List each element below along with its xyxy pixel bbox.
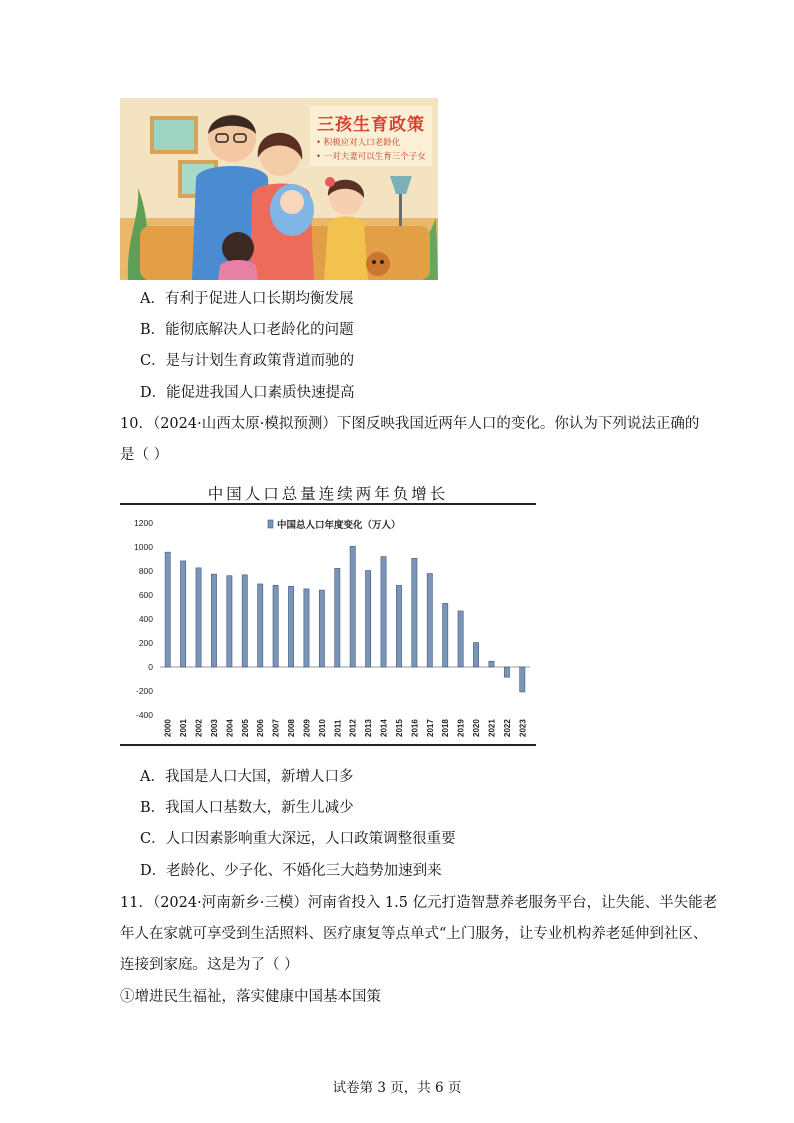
q11-item-1: ①增进民生福祉，落实健康中国基本国策 [120, 989, 381, 1005]
q9-option-d: D．能促进我国人口素质快速提高 [140, 385, 355, 401]
chart-bottom-rule [120, 744, 536, 746]
q10-option-a: A．我国是人口大国，新增人口多 [140, 769, 354, 785]
q10-option-b: B．我国人口基数大，新生儿减少 [140, 800, 354, 816]
x-tick-label: 2015 [394, 719, 404, 737]
bar [304, 589, 309, 667]
x-tick-label: 2021 [487, 719, 497, 737]
x-tick-label: 2018 [441, 719, 451, 737]
bar [288, 586, 293, 667]
x-tick-label: 2012 [348, 719, 358, 737]
poster-caption-box [310, 106, 432, 166]
x-tick-label: 2011 [333, 719, 343, 737]
q11-stem-line3: 连接到家庭。这是为了（ ） [120, 957, 299, 973]
x-tick-label: 2020 [472, 719, 482, 737]
q10-option-c: C．人口因素影响重大深远，人口政策调整很重要 [140, 831, 456, 847]
x-tick-label: 2009 [302, 719, 312, 737]
x-tick-label: 2005 [240, 719, 250, 737]
x-tick-label: 2013 [364, 719, 374, 737]
bar [366, 571, 371, 667]
y-tick-label: 0 [148, 662, 153, 672]
y-tick-label: -200 [135, 686, 153, 696]
x-tick-label: 2010 [317, 719, 327, 737]
page-footer: 试卷第 3 页，共 6 页 [332, 1080, 462, 1096]
y-tick-label: 800 [138, 566, 153, 576]
x-tick-label: 2000 [163, 719, 173, 737]
bar [412, 558, 417, 667]
x-tick-label: 2007 [271, 719, 281, 737]
bar [458, 611, 463, 667]
x-tick-label: 2022 [502, 719, 512, 737]
bar [227, 576, 232, 667]
bar [396, 585, 401, 667]
y-tick-label: 1200 [134, 518, 153, 528]
x-tick-label: 2004 [225, 719, 235, 737]
y-tick-label: 400 [138, 614, 153, 624]
q9-option-a: A．有利于促进人口长期均衡发展 [140, 291, 354, 307]
bar [473, 643, 478, 667]
bar [520, 667, 525, 692]
bar [381, 557, 386, 667]
x-tick-label: 2023 [518, 719, 528, 737]
q10-stem-line2: 是（ ） [120, 447, 169, 463]
x-tick-label: 2017 [425, 719, 435, 737]
x-tick-label: 2016 [410, 719, 420, 737]
bar [165, 552, 170, 667]
x-tick-label: 2014 [379, 719, 389, 737]
bar [196, 568, 201, 667]
legend-swatch [268, 520, 273, 528]
bar [350, 546, 355, 667]
q10-stem-line1: 10．（2024·山西太原·模拟预测）下图反映我国近两年人口的变化。你认为下列说法正确的 [120, 416, 700, 432]
poster-bullet-2: • 一对夫妻可以生育三个子女 [316, 152, 426, 162]
y-tick-label: 1000 [134, 542, 153, 552]
bar [319, 590, 324, 667]
y-tick-label: 200 [138, 638, 153, 648]
chart-heading: 中国人口总量连续两年负增长 [207, 485, 449, 503]
q11-stem-line2: 年人在家就可享受到生活照料、医疗康复等点单式“上门服务，让专业机构养老延伸到社区、 [120, 926, 708, 942]
poster-title: 三孩生育政策 [317, 115, 425, 135]
bar [258, 584, 263, 667]
x-tick-label: 2003 [209, 719, 219, 737]
bar [335, 568, 340, 667]
x-tick-label: 2019 [456, 719, 466, 737]
poster-bullet-1: • 积极应对人口老龄化 [316, 138, 401, 148]
bar [181, 561, 186, 667]
bar [427, 574, 432, 667]
bar [489, 661, 494, 667]
x-tick-label: 2002 [194, 719, 204, 737]
bar [443, 603, 448, 667]
bar [504, 667, 509, 677]
y-tick-label: -400 [135, 710, 153, 720]
y-tick-label: 600 [138, 590, 153, 600]
q11-stem-line1: 11．（2024·河南新乡·三模）河南省投入 1.5 亿元打造智慧养老服务平台，让失能、半失能老 [120, 895, 718, 911]
x-tick-label: 2001 [179, 719, 189, 737]
q9-option-c: C．是与计划生育政策背道而驰的 [140, 353, 355, 369]
three-child-policy-poster [120, 98, 438, 280]
bar [211, 574, 216, 667]
bar [242, 575, 247, 667]
q9-option-b: B．能彻底解决人口老龄化的问题 [140, 322, 354, 338]
q10-option-d: D．老龄化、少子化、不婚化三大趋势加速到来 [140, 863, 442, 879]
legend-label: 中国总人口年度变化（万人） [277, 520, 401, 531]
population-change-bar-chart [120, 505, 536, 743]
bar [273, 585, 278, 667]
x-tick-label: 2008 [287, 719, 297, 737]
x-tick-label: 2006 [256, 719, 266, 737]
